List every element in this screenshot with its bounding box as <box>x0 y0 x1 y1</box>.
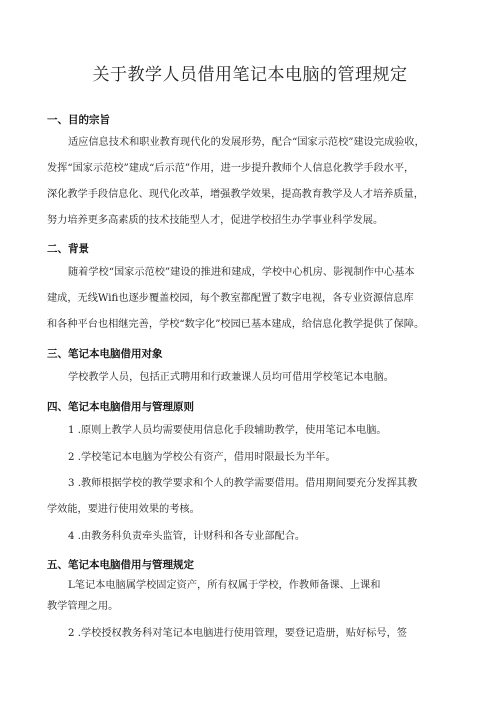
section-heading-rules: 五、笔记本电脑借用与管理规定 <box>47 559 194 571</box>
list-item: L笔记本电脑属学校固定资产，所有权属于学校，作教师备课、上课和 <box>68 580 381 591</box>
document-title: 关于教学人员借用笔记本电脑的管理规定 <box>92 65 408 85</box>
list-item-continuation: 学效能，要进行使用效果的考核。 <box>47 504 200 515</box>
paragraph-line: 发挥“国家示范校”建成“后示范”作用，进一步提升教师个人信息化教学手段水平， <box>47 163 415 174</box>
paragraph-line: 建成，无线Wifi也逐步覆盖校园，每个教室都配置了数字电视，各专业资源信息库 <box>47 293 414 304</box>
list-item: 1 .原则上教学人员均需要使用信息化手段辅助教学，使用笔记本电脑。 <box>68 425 387 436</box>
list-item-continuation: 教学管理之用。 <box>47 601 119 612</box>
section-heading-purpose: 一、目的宗旨 <box>47 114 110 126</box>
section-heading-background: 二、背景 <box>47 243 89 255</box>
section-heading-borrowers: 三、笔记本电脑借用对象 <box>47 348 163 360</box>
list-item: 2 .学校笔记本电脑为学校公有资产，借用时限最长为半年。 <box>68 452 336 463</box>
list-item: 3 .教师根据学校的教学要求和个人的教学需要借用。借用期间要充分发挥其教 <box>68 478 418 489</box>
paragraph-line: 学校教学人员，包括正式聘用和行政兼课人员均可借用学校笔记本电脑。 <box>68 372 394 383</box>
paragraph-line: 和各种平台也相继完善，学校“数字化”校园已基本建成，给信息化教学提供了保障。 <box>47 319 425 330</box>
paragraph-line: 努力培养更多高素质的技术技能型人才，促进学校招生办学事业科学发展。 <box>47 215 384 226</box>
paragraph-line: 随着学校“国家示范校”建设的推进和建成，学校中心机房、影视制作中心基本 <box>68 267 415 278</box>
section-heading-principles: 四、笔记本电脑借用与管理原则 <box>47 401 194 413</box>
paragraph-line: 深化教学手段信息化、现代化改革，增强教学效果，提高教育教学及人才培养质量， <box>47 189 424 200</box>
list-item: 4 .由教务科负责牵头监管，计财科和各专业部配合。 <box>68 531 306 542</box>
paragraph-line: 适应信息技术和职业教育现代化的发展形势，配合“国家示范校”建设完成验收， <box>68 137 425 148</box>
list-item: 2 .学校授权教务科对笔记本电脑进行使用管理，要登记造册，贴好标号，签 <box>68 628 407 639</box>
